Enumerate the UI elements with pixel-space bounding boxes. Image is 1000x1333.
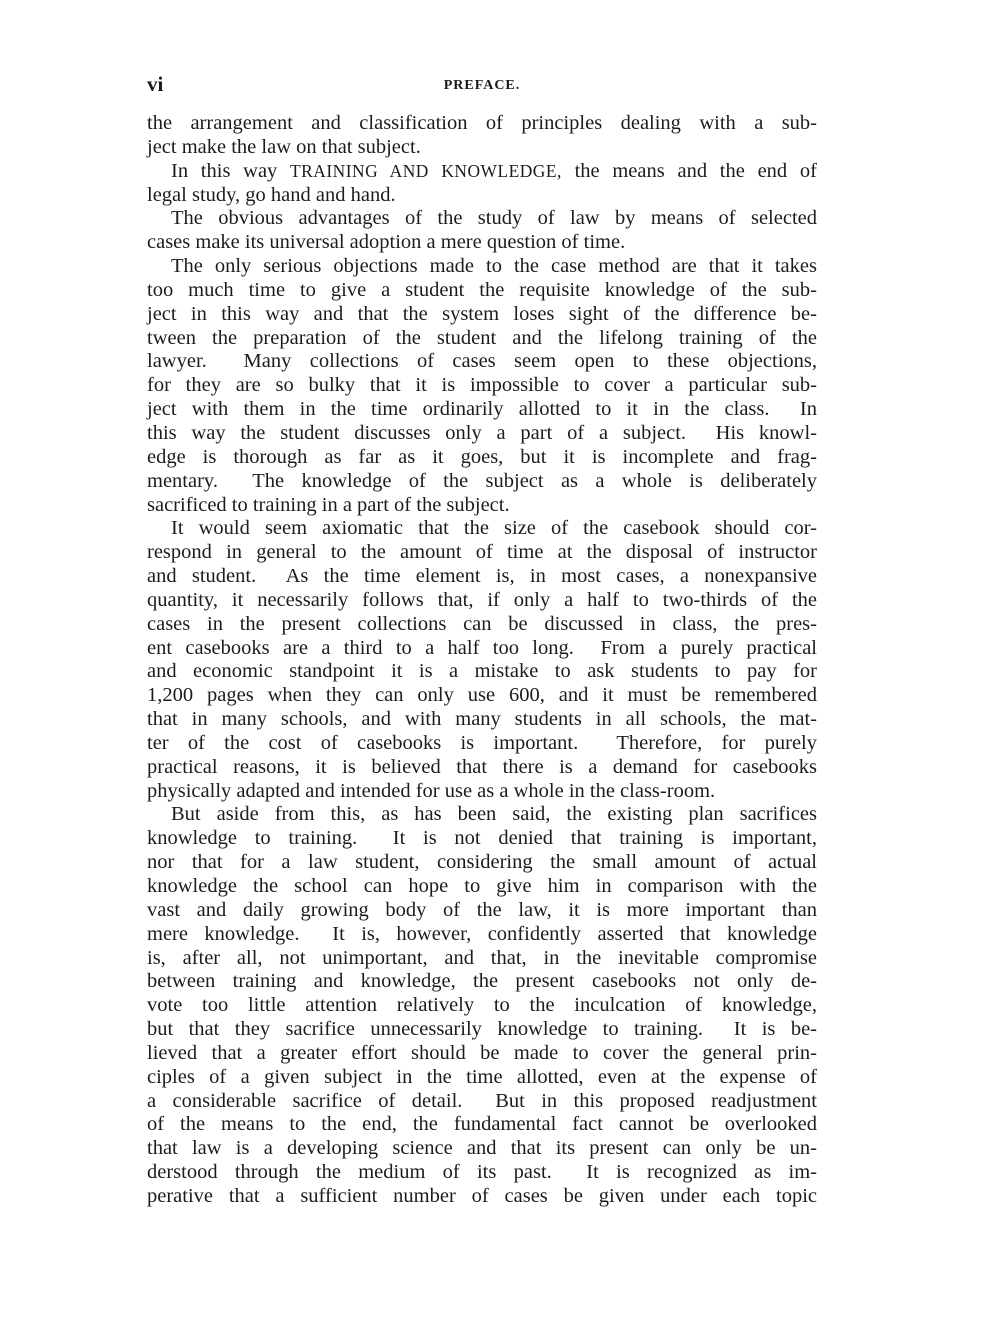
text-line bbox=[147, 780, 817, 804]
text-line bbox=[147, 851, 817, 875]
text-span: too much time to give a student the requisite knowledge of the sub- bbox=[147, 278, 817, 301]
text-line bbox=[147, 374, 817, 398]
text-line bbox=[147, 1137, 817, 1161]
text-span: legal study, go hand and hand. bbox=[147, 183, 396, 206]
text-line bbox=[147, 398, 817, 422]
text-span: The only serious objections made to the case method are that it takes bbox=[171, 255, 817, 278]
text-line bbox=[147, 923, 817, 947]
text-span: vast and daily growing body of the law, it is more important than bbox=[147, 898, 817, 921]
text-span: lieved that a greater effort should be made to cover the general prin- bbox=[147, 1041, 817, 1064]
text-span: edge is thorough as far as it goes, but it is incomplete and frag- bbox=[147, 445, 817, 468]
text-span: that law is a developing science and that its present can only be un- bbox=[147, 1137, 817, 1160]
running-head bbox=[147, 72, 817, 102]
text-span: nor that for a law student, considering the small amount of actual bbox=[147, 851, 817, 874]
text-line bbox=[147, 684, 817, 708]
text-line bbox=[147, 970, 817, 994]
text-line bbox=[147, 947, 817, 971]
text-line bbox=[147, 708, 817, 732]
text-span: but that they sacrifice unnecessarily knowledge to training. It is be- bbox=[147, 1018, 817, 1041]
text-span: and economic standpoint it is a mistake to ask students to pay for bbox=[147, 660, 817, 683]
text-line bbox=[147, 1161, 817, 1185]
text-span: of the means to the end, the fundamental fact cannot be overlooked bbox=[147, 1113, 817, 1136]
text-span: ject make the law on that subject. bbox=[147, 135, 421, 158]
text-line bbox=[147, 803, 817, 827]
text-span: derstood through the medium of its past. It is recognized as im- bbox=[147, 1161, 817, 1184]
text-span: sacrificed to training in a part of the subject. bbox=[147, 493, 510, 516]
text-line bbox=[147, 160, 817, 184]
text-span: for they are so bulky that it is impossible to cover a particular sub- bbox=[147, 374, 817, 397]
text-line bbox=[147, 136, 817, 160]
text-span: the means and the end of bbox=[561, 159, 817, 182]
text-span: knowledge the school can hope to give him in comparison with the bbox=[147, 875, 817, 897]
text-span: is, after all, not unimportant, and that, in the inevitable compromise bbox=[147, 946, 817, 969]
text-line bbox=[147, 541, 817, 565]
text-span: and student. As the time element is, in most cases, a nonexpansive bbox=[147, 565, 817, 588]
text-line bbox=[147, 899, 817, 923]
text-line bbox=[147, 1113, 817, 1137]
text-span: mentary. The knowledge of the subject as a whole is deliberately bbox=[147, 469, 817, 492]
text-line bbox=[147, 565, 817, 589]
text-line bbox=[147, 732, 817, 756]
text-span: cases in the present collections can be discussed in class, the pres- bbox=[147, 612, 817, 635]
text-span: In this way bbox=[171, 159, 291, 182]
text-span: a considerable sacrifice of detail. But in this proposed readjustment bbox=[147, 1089, 817, 1112]
text-line bbox=[147, 637, 817, 661]
text-line bbox=[147, 303, 817, 327]
text-line bbox=[147, 589, 817, 613]
text-span: this way the student discusses only a part of a subject. His knowl- bbox=[147, 421, 817, 444]
text-line bbox=[147, 350, 817, 374]
text-line bbox=[147, 184, 817, 208]
text-line bbox=[147, 1185, 817, 1209]
text-span: lawyer. Many collections of cases seem open to these objections, bbox=[147, 350, 817, 373]
text-span: ject with them in the time ordinarily allotted to it in the class. In bbox=[147, 398, 817, 421]
text-span: knowledge to training. It is not denied that training is important, bbox=[147, 827, 817, 850]
text-span: quantity, it necessarily follows that, if only a half to two-thirds of the bbox=[147, 588, 817, 611]
text-line bbox=[147, 279, 817, 303]
text-line bbox=[147, 1042, 817, 1066]
text-line bbox=[147, 756, 817, 780]
text-line bbox=[147, 517, 817, 541]
text-span: ject in this way and that the system loses sight of the difference be- bbox=[147, 302, 817, 325]
text-span: It would seem axiomatic that the size of the casebook should cor- bbox=[171, 517, 817, 540]
text-span: 1,200 pages when they can only use 600, and it must be remembered bbox=[147, 684, 817, 707]
page-number: vi bbox=[147, 72, 164, 96]
text-line bbox=[147, 422, 817, 446]
text-span: But aside from this, as has been said, the existing plan sacrifices bbox=[171, 803, 817, 826]
text-span: that in many schools, and with many students in all schools, the mat- bbox=[147, 708, 817, 731]
text-line bbox=[147, 112, 817, 136]
text-span: ent casebooks are a third to a half too long. From a purely practical bbox=[147, 636, 817, 659]
text-line bbox=[147, 327, 817, 351]
text-line bbox=[147, 613, 817, 637]
text-span: ciples of a given subject in the time allotted, even at the expense of bbox=[147, 1065, 817, 1088]
text-line bbox=[147, 231, 817, 255]
text-span: the arrangement and classification of principles dealing with a sub- bbox=[147, 112, 817, 134]
page-title: PREFACE. bbox=[443, 78, 521, 93]
text-line bbox=[147, 446, 817, 470]
text-line bbox=[147, 1018, 817, 1042]
text-span: tween the preparation of the student and the lifelong training of the bbox=[147, 326, 817, 349]
text-span: The obvious advantages of the study of law by means of selected bbox=[171, 207, 817, 230]
text-span: mere knowledge. It is, however, confidently asserted that knowledge bbox=[147, 922, 817, 945]
text-span: perative that a sufficient number of cases be given under each topic bbox=[147, 1184, 817, 1207]
text-line bbox=[147, 660, 817, 684]
text-line bbox=[147, 494, 817, 518]
text-line bbox=[147, 1066, 817, 1090]
small-caps-phrase: TRAINING AND KNOWLEDGE, bbox=[290, 160, 562, 181]
text-span: practical reasons, it is believed that there is a demand for casebooks bbox=[147, 755, 817, 778]
text-span: between training and knowledge, the present casebooks not only de- bbox=[147, 970, 817, 993]
text-line bbox=[147, 1090, 817, 1114]
text-span: cases make its universal adoption a mere question of time. bbox=[147, 231, 626, 254]
text-line bbox=[147, 875, 817, 899]
text-span: respond in general to the amount of time at the disposal of instructor bbox=[147, 541, 817, 564]
text-span: ter of the cost of casebooks is important. Therefore, for purely bbox=[147, 731, 817, 754]
text-span: vote too little attention relatively to the inculcation of knowledge, bbox=[147, 994, 817, 1017]
text-line bbox=[147, 994, 817, 1018]
text-line bbox=[147, 470, 817, 494]
body-text bbox=[147, 112, 817, 1209]
text-line bbox=[147, 255, 817, 279]
text-line bbox=[147, 207, 817, 231]
text-span: physically adapted and intended for use as a whole in the class-room. bbox=[147, 779, 716, 802]
text-line bbox=[147, 827, 817, 851]
